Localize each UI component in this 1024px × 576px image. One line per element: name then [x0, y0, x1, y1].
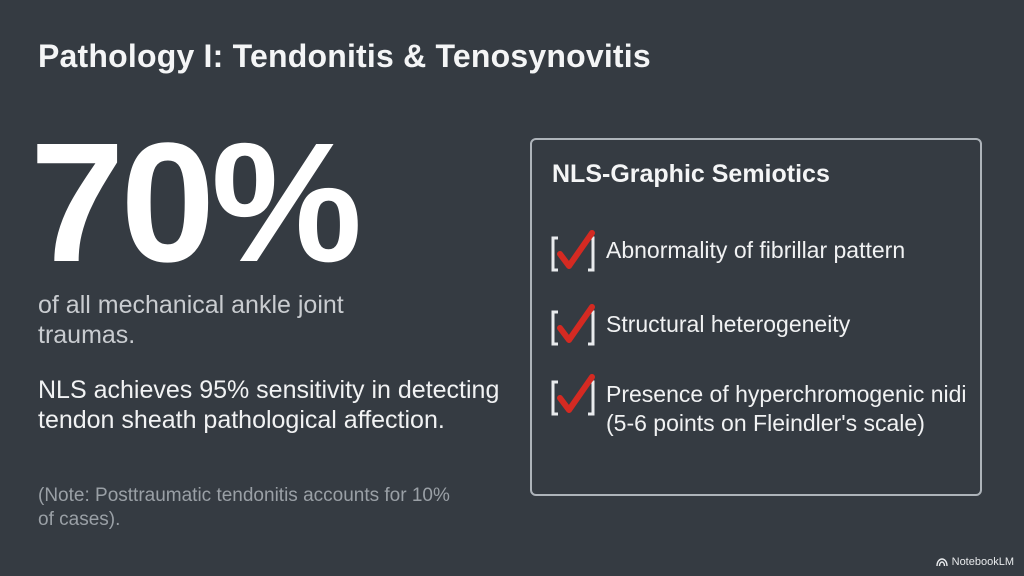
big-stat: 70%: [30, 108, 359, 298]
semiotics-panel: [530, 138, 982, 496]
checklist-item-text: Abnormality of fibrillar pattern: [606, 237, 906, 263]
sensitivity-text: NLS achieves 95% sensitivity in detecting tendon sheath pathological affection.: [38, 376, 500, 434]
note-text: (Note: Posttraumatic tendonitis accounts for 10% of cases).: [38, 485, 450, 530]
notebooklm-logo-icon: [936, 558, 948, 567]
checkbox-check-icon: [550, 230, 596, 274]
brand-label: NotebookLM: [951, 556, 1014, 568]
stat-caption: of all mechanical ankle joint traumas.: [38, 291, 344, 349]
brand-watermark: [936, 556, 1014, 568]
checklist-item-text: Structural heterogeneity: [606, 311, 851, 337]
slide-title: Pathology I: Tendonitis & Tenosynovitis: [38, 38, 651, 74]
checkbox-check-icon: [550, 374, 596, 418]
checkbox-check-icon: [550, 304, 596, 348]
panel-title: NLS-Graphic Semiotics: [552, 160, 830, 188]
checklist-item-text: Presence of hyperchromogenic nidi (5-6 points on Fleindler's scale): [606, 381, 967, 436]
